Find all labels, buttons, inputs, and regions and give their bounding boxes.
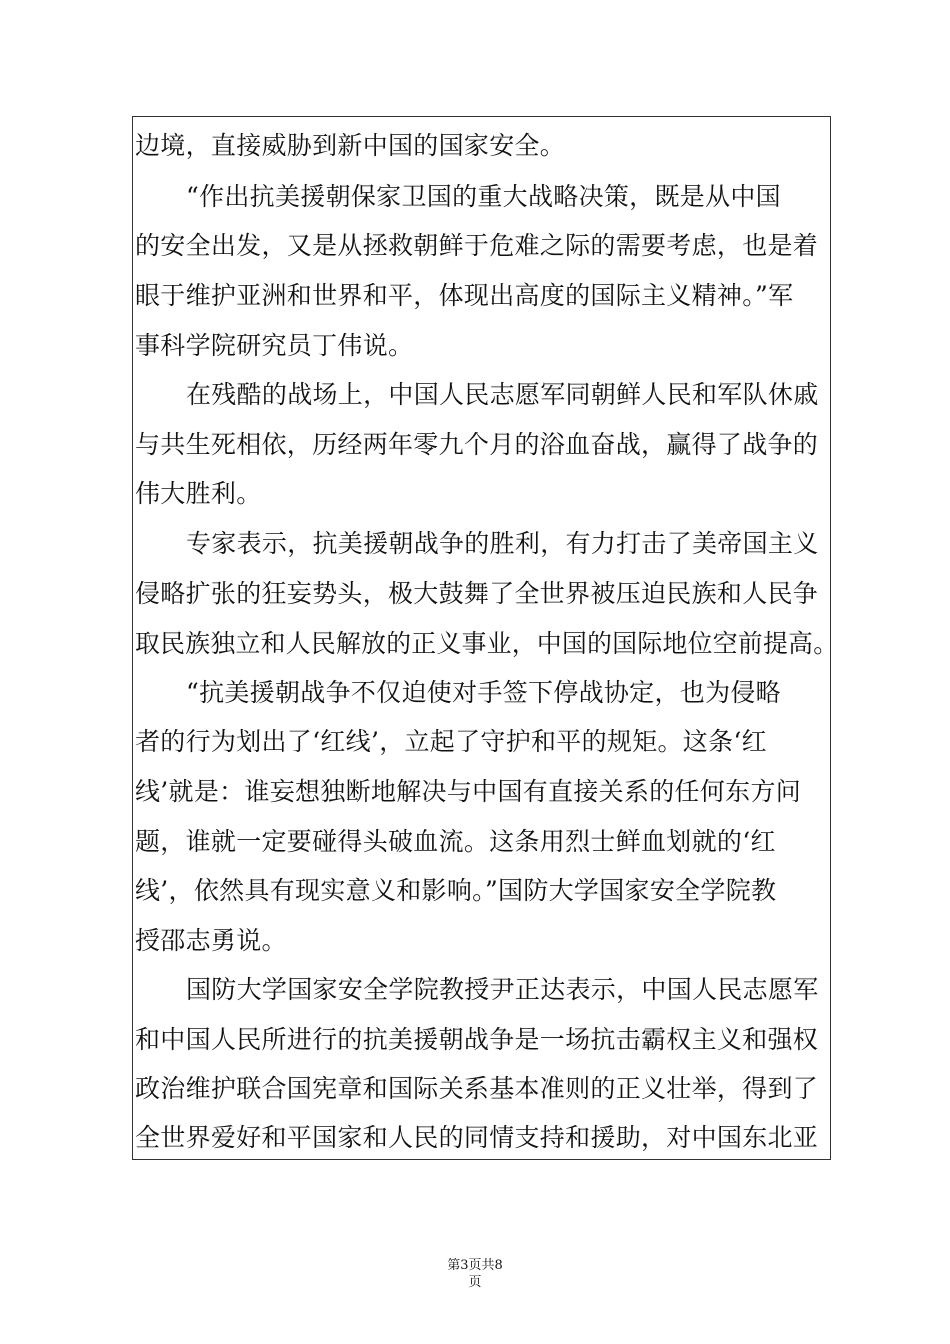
page-number: 第3页共8 <box>447 1258 503 1273</box>
text-line: 专家表示，抗美援朝战争的胜利，有力打击了美帝国主义 <box>186 529 819 558</box>
text-line: 政治维护联合国宪章和国际关系基本准则的正义壮举，得到了 <box>135 1074 819 1103</box>
text-line: 线’，依然具有现实意义和影响。”国防大学国家安全学院教 <box>135 876 777 905</box>
text-line: “作出抗美援朝保家卫国的重大战略决策，既是从中国 <box>186 182 781 211</box>
text-line: 眼于维护亚洲和世界和平，体现出高度的国际主义精神。”军 <box>135 281 794 310</box>
text-line: 和中国人民所进行的抗美援朝战争是一场抗击霸权主义和强权 <box>135 1025 819 1054</box>
text-line: 伟大胜利。 <box>135 479 262 508</box>
text-line: 题，谁就一定要碰得头破血流。这条用烈士鲜血划就的‘红 <box>135 827 776 856</box>
text-line: 授邵志勇说。 <box>135 926 287 955</box>
text-line: “抗美援朝战争不仅迫使对手签下停战协定，也为侵略 <box>186 678 781 707</box>
text-line: 侵略扩张的狂妄势头，极大鼓舞了全世界被压迫民族和人民争 <box>135 579 819 608</box>
text-line: 在残酷的战场上，中国人民志愿军同朝鲜人民和军队休戚 <box>186 380 819 409</box>
text-line: 与共生死相依，历经两年零九个月的浴血奋战，赢得了战争的 <box>135 430 819 459</box>
text-line: 全世界爱好和平国家和人民的同情支持和援助，对中国东北亚 <box>135 1123 819 1152</box>
text-line: 国防大学国家安全学院教授尹正达表示，中国人民志愿军 <box>186 975 819 1004</box>
text-line: 边境，直接威胁到新中国的国家安全。 <box>135 131 566 160</box>
text-line: 的安全出发，又是从拯救朝鲜于危难之际的需要考虑，也是着 <box>135 231 819 260</box>
page-number-continued: 页 <box>468 1275 482 1290</box>
text-line: 取民族独立和人民解放的正义事业，中国的国际地位空前提高。 <box>135 629 839 658</box>
text-line: 者的行为划出了‘红线’，立起了守护和平的规矩。这条‘红 <box>135 727 767 756</box>
text-line: 事科学院研究员丁伟说。 <box>135 331 414 360</box>
text-line: 线’就是：谁妄想独断地解决与中国有直接关系的任何东方问 <box>135 777 802 806</box>
